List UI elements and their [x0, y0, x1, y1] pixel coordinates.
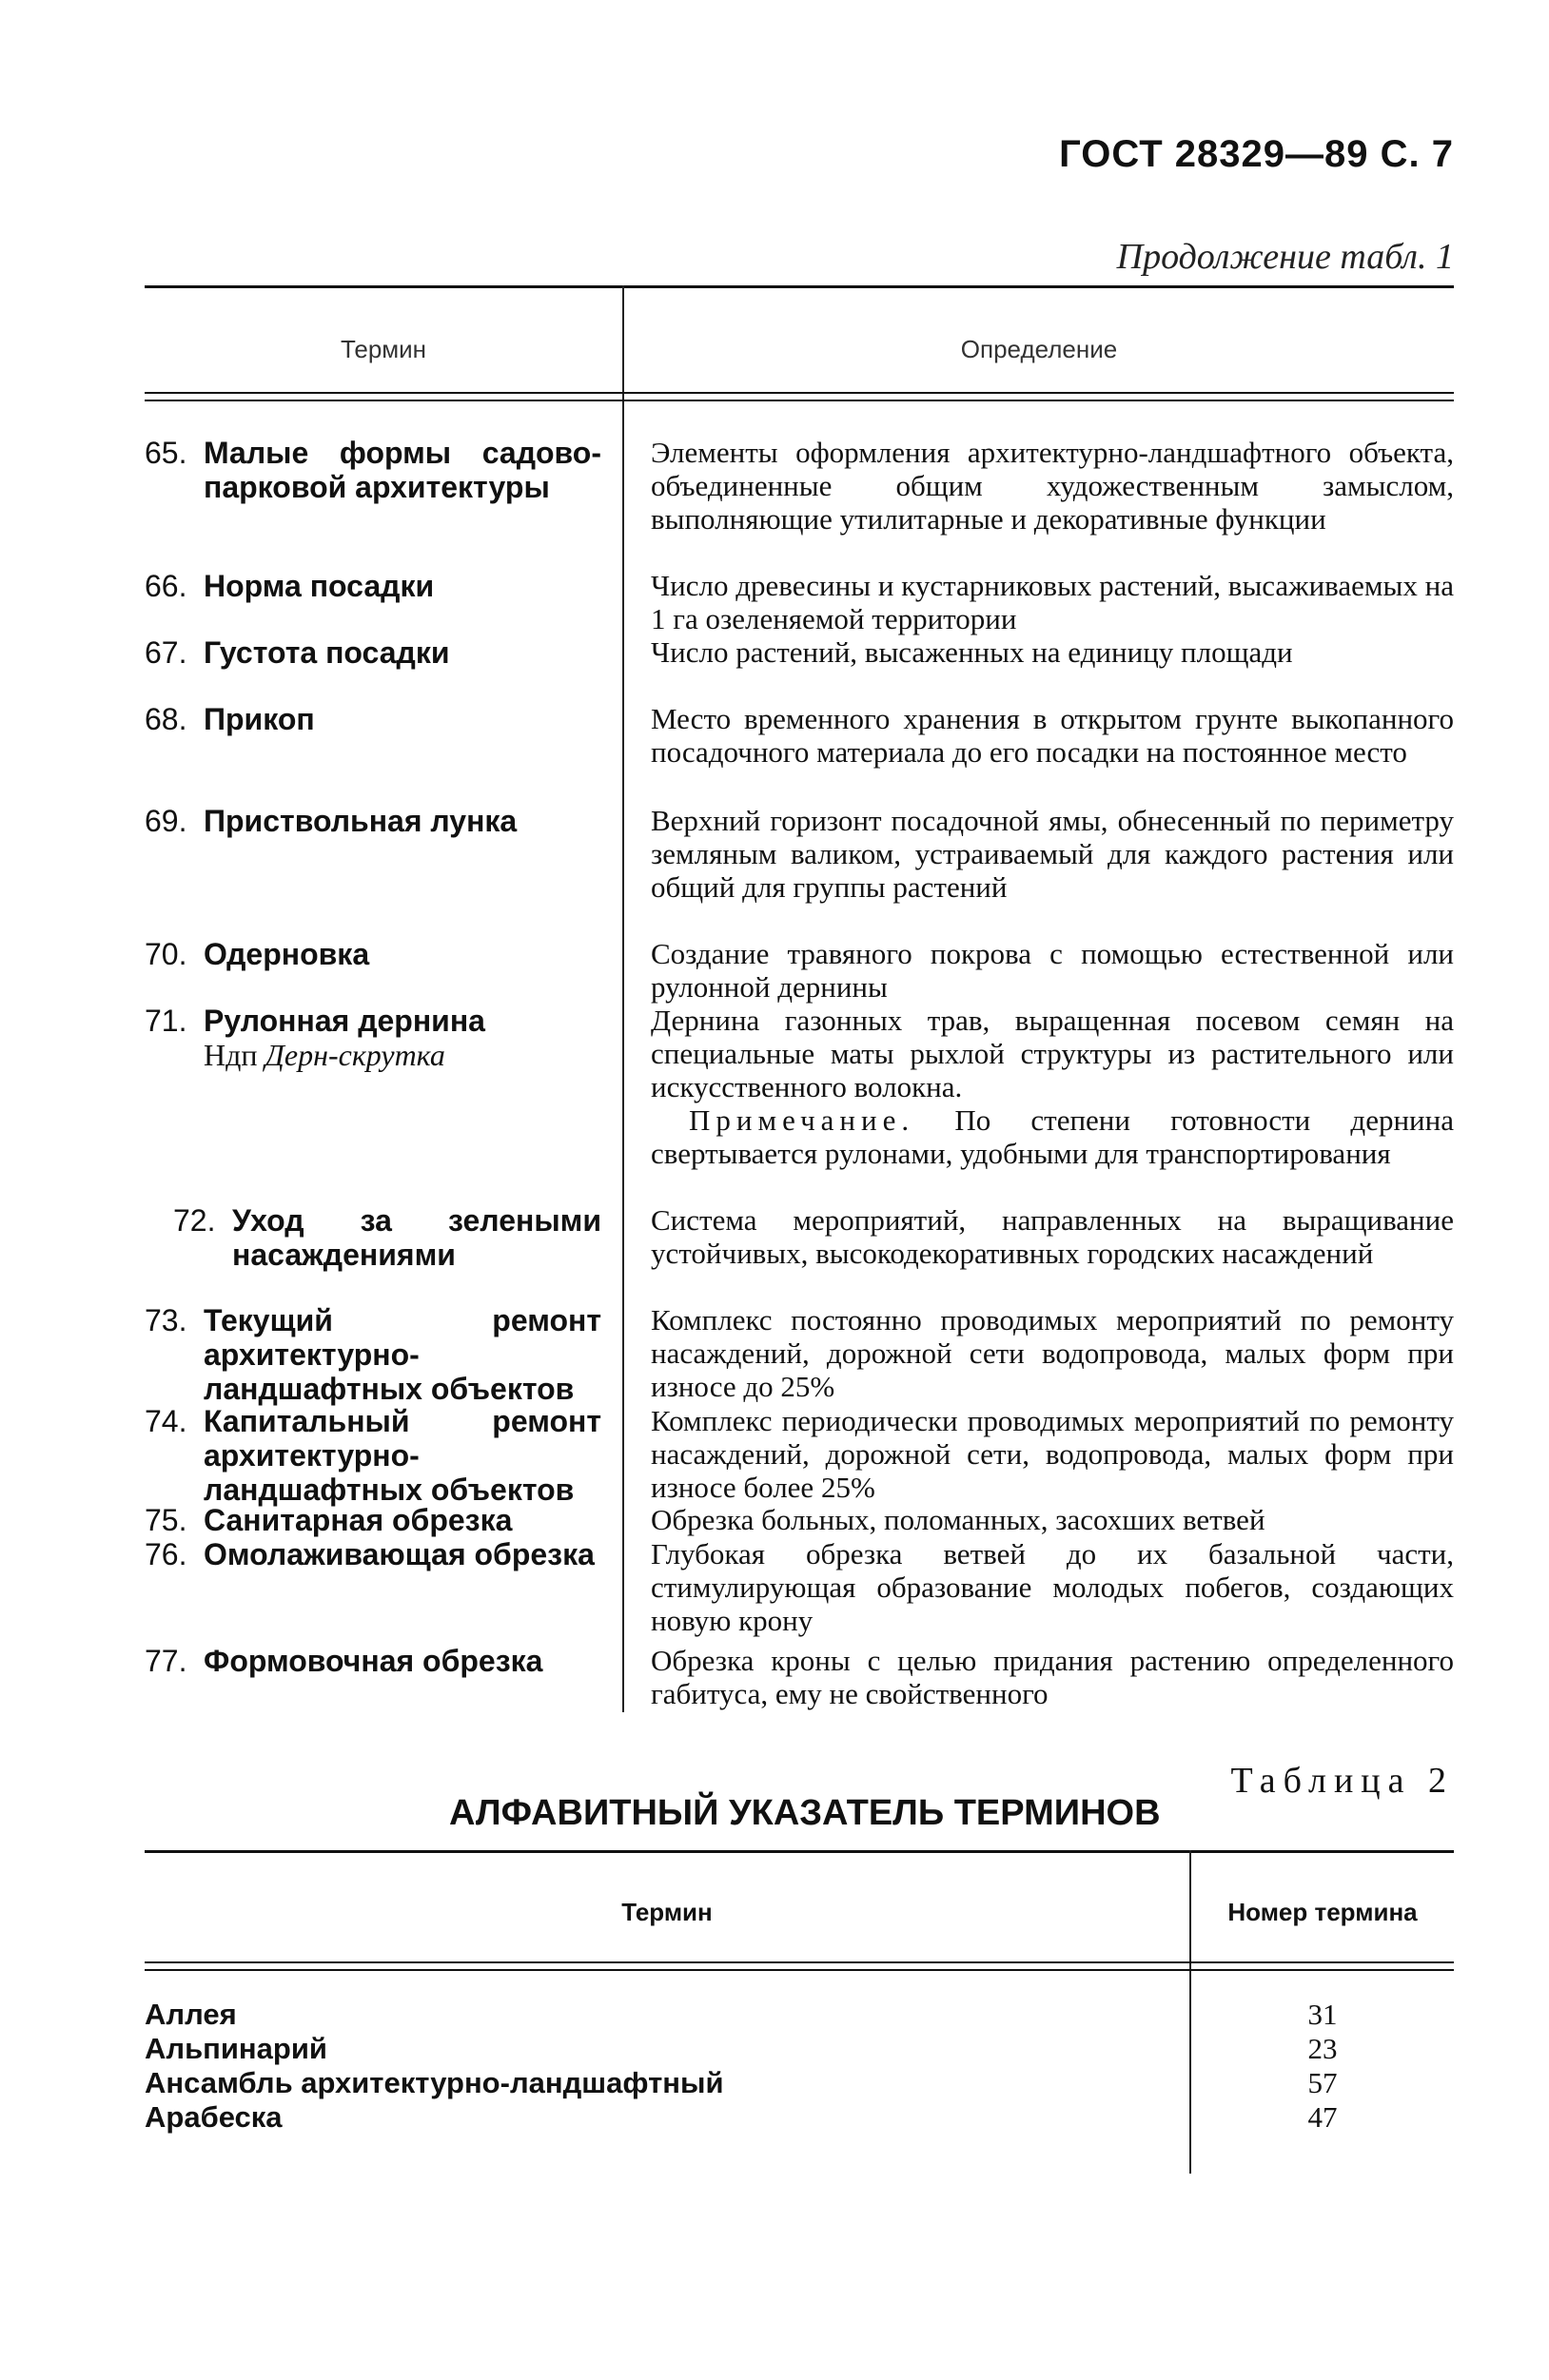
term-72 — [145, 1203, 601, 1272]
index-row — [0, 2032, 1549, 2066]
table1-header-term: Термин — [340, 335, 427, 363]
term-name: Рулонная дернина — [204, 1004, 485, 1038]
table2-header-rule — [145, 1961, 1454, 1971]
term-number: 65. — [145, 436, 187, 470]
term-number: 69. — [145, 804, 187, 838]
index-term: Арабеска — [145, 2100, 283, 2134]
term-65 — [145, 436, 601, 504]
term-number: 75. — [145, 1503, 187, 1537]
term-text — [204, 1004, 601, 1072]
table1-top-rule — [145, 285, 1454, 288]
term-number: 74. — [145, 1404, 187, 1438]
index-row — [0, 1998, 1549, 2032]
definition-text: Дернина газонных трав, выращенная посевом семян на специальные маты рыхлой структуры из растительного или искусственного волокна. — [651, 1004, 1454, 1103]
term-74 — [145, 1404, 601, 1507]
term-text: Капитальный ремонт архитектурно-ландшафтных объектов — [204, 1404, 601, 1507]
term-text: Уход за зелеными насаждениями — [232, 1203, 601, 1272]
term-76 — [145, 1537, 601, 1571]
term-number: 68. — [145, 702, 187, 736]
term-number: 70. — [145, 937, 187, 971]
term-text: Густота посадки — [204, 635, 450, 670]
term-66 — [145, 569, 601, 603]
note-label: Примечание. — [689, 1103, 915, 1137]
definition-74: Комплекс периодически проводимых мероприятий по ремонту насаждений, дорожной сети, водопровода, малых форм при износе более 25% — [651, 1404, 1454, 1504]
index-term: Альпинарий — [145, 2032, 327, 2065]
definition-77: Обрезка кроны с целью придания растению определенного габитуса, ему не свойственного — [651, 1644, 1454, 1710]
table2-header-term: Термин — [621, 1898, 713, 1926]
definition-76: Глубокая обрезка ветвей до их базальной части, стимулирующая образование молодых побегов, создающих новую крону — [651, 1537, 1454, 1637]
term-75 — [145, 1503, 601, 1537]
term-number: 73. — [145, 1303, 187, 1337]
term-text: Малые формы садово-парковой архитектуры — [204, 436, 601, 504]
term-number: 71. — [145, 1004, 187, 1038]
table1-column-divider — [622, 285, 624, 1712]
term-69 — [145, 804, 601, 838]
table-continuation-label: Продолжение табл. 1 — [1116, 237, 1454, 277]
definition-69: Верхний горизонт посадочной ямы, обнесенный по периметру земляным валиком, устраиваемый для каждого растения или общий для группы растений — [651, 804, 1454, 904]
definition-66: Число древесины и кустарниковых растений, высаживаемых на 1 га озеленяемой территории — [651, 569, 1454, 635]
table2-caption: Таблица 2 — [1230, 1761, 1454, 1801]
term-text: Омолаживающая обрезка — [204, 1537, 595, 1571]
index-number: 47 — [1307, 2100, 1338, 2134]
term-67 — [145, 635, 601, 670]
term-text: Формовочная обрезка — [204, 1644, 543, 1678]
term-text: Одерновка — [204, 937, 370, 971]
term-number: 72. — [173, 1203, 216, 1238]
index-term: Ансамбль архитектурно-ландшафтный — [145, 2066, 724, 2099]
term-77 — [145, 1644, 601, 1678]
index-number: 23 — [1307, 2032, 1338, 2065]
term-68 — [145, 702, 601, 736]
deprecated-term-text: Дерн-скрутка — [265, 1038, 445, 1072]
index-term: Аллея — [145, 1998, 237, 2031]
definition-note — [651, 1103, 1454, 1170]
table1-header-rule — [145, 392, 1454, 401]
term-number: 66. — [145, 569, 187, 603]
term-70 — [145, 937, 601, 971]
document-reference: ГОСТ 28329—89 С. 7 — [1059, 133, 1454, 175]
term-71 — [145, 1004, 601, 1072]
definition-72: Система мероприятий, направленных на выращивание устойчивых, высокодекоративных городских насаждений — [651, 1203, 1454, 1270]
table2-top-rule — [145, 1850, 1454, 1853]
definition-75: Обрезка больных, поломанных, засохших ветвей — [651, 1503, 1265, 1536]
definition-68: Место временного хранения в открытом грунте выкопанного посадочного материала до его посадки на постоянное место — [651, 702, 1454, 769]
term-number: 67. — [145, 635, 187, 670]
note-text: По степени готовности дернина свертывается рулонами, удобными для транспортирования — [651, 1103, 1454, 1170]
table1-header-definition: Определение — [960, 335, 1118, 363]
term-text: Прикоп — [204, 702, 315, 736]
term-text: Приствольная лунка — [204, 804, 518, 838]
deprecated-term — [204, 1038, 601, 1072]
definition-67: Число растений, высаженных на единицу площади — [651, 635, 1293, 669]
definition-65: Элементы оформления архитектурно-ландшафтного объекта, объединенные общим художественным замыслом, выполняющие утилитарные и декоративные функции — [651, 436, 1454, 536]
definition-73: Комплекс постоянно проводимых мероприятий по ремонту насаждений, дорожной сети водопровода, малых форм при износе до 25% — [651, 1303, 1454, 1403]
term-73 — [145, 1303, 601, 1406]
index-row — [0, 2100, 1549, 2135]
term-number: 76. — [145, 1537, 187, 1571]
index-number: 57 — [1307, 2066, 1338, 2099]
term-text: Норма посадки — [204, 569, 435, 603]
table2-title: АЛФАВИТНЫЙ УКАЗАТЕЛЬ ТЕРМИНОВ — [449, 1793, 1161, 1833]
table2-header-number: Номер термина — [1227, 1898, 1418, 1926]
index-number: 31 — [1307, 1998, 1338, 2031]
term-number: 77. — [145, 1644, 187, 1678]
deprecated-prefix: Ндп — [204, 1038, 258, 1072]
definition-70: Создание травяного покрова с помощью естественной или рулонной дернины — [651, 937, 1454, 1004]
term-text: Санитарная обрезка — [204, 1503, 513, 1537]
definition-71 — [651, 1004, 1454, 1170]
index-row — [0, 2066, 1549, 2100]
term-text: Текущий ремонт архитектурно-ландшафтных объектов — [204, 1303, 601, 1406]
